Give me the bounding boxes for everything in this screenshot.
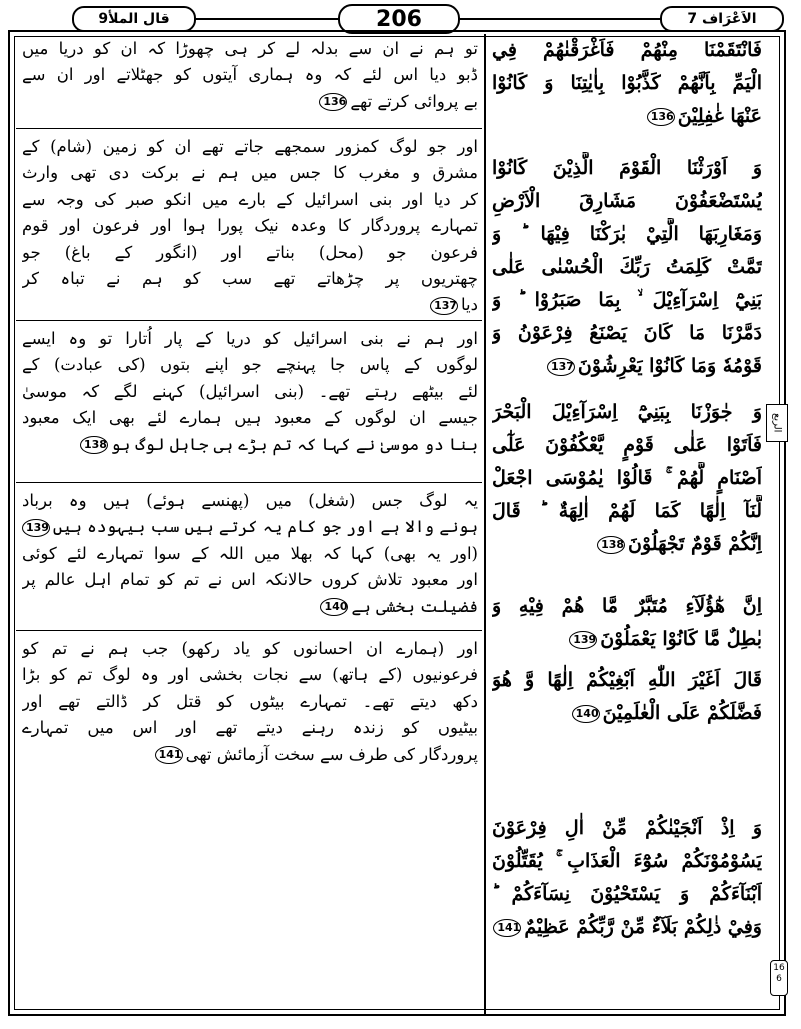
urdu-line: [22, 89, 478, 115]
urdu-line-text: تمہارے پروردگار کا وعدہ نیک پورا ہوا اور فرعون اور قوم: [22, 216, 478, 236]
urdu-line-text: (اور یہ بھی) کہا کہ بھلا میں اللہ کے سوا تمہارے لئے کوئی: [22, 543, 478, 563]
urdu-block-separator: [16, 128, 482, 129]
ayah-number-marker: 138: [597, 536, 625, 554]
arabic-block: [492, 812, 762, 944]
arabic-line: [492, 429, 762, 462]
urdu-line-text: پروردگار کی طرف سے سخت آزمائش تھی: [185, 744, 478, 764]
urdu-line: [22, 514, 478, 540]
arabic-line-text: يَسُوْمُوْنَكُمْ سُوْٓءَ الْعَذَابِ ۚ يُقَتِّلُوْنَ: [492, 850, 762, 872]
ayah-number-marker: 139: [569, 631, 597, 649]
urdu-line-text: چھتریوں پر چڑھاتے تھے سب کو ہم نے تباہ کر: [22, 268, 478, 288]
urdu-line: [22, 240, 478, 266]
arabic-block: [492, 34, 762, 133]
urdu-line-text: تو ہم نے ان سے بدلہ لے کر ہی چھوڑا کہ ان کو دریا میں: [22, 39, 478, 58]
urdu-line-text: فضیلت بخشی ہے: [351, 596, 478, 616]
urdu-line: [22, 379, 478, 405]
urdu-line-text: لئے بیٹھے رہتے تھے۔ (بنی اسرائیل) کہنے لگے کہ موسیٰ: [22, 381, 478, 401]
urdu-line: [22, 594, 478, 620]
urdu-line: [22, 432, 478, 458]
urdu-line: [22, 636, 478, 662]
urdu-line-text: دکھ دیتے تھے۔ تمہارے بیٹوں کو قتل کر ڈالتے تھے اور: [22, 691, 478, 711]
arabic-line-text: اَصْنَامٍ لَّهُمْ ۚ قَالُوْا يٰمُوْسَى اجْعَلْ: [492, 467, 762, 489]
ayah-number-marker: 137: [547, 358, 575, 376]
arabic-line: [492, 528, 762, 561]
urdu-line-text: لوگوں کے پاس جا پہنچے جو اپنے بتوں (کی عبادت) کے: [22, 355, 478, 375]
arabic-block: [492, 664, 762, 730]
rub-marker: الربع: [766, 404, 788, 442]
mushaf-page: [8, 4, 794, 1022]
arabic-line-text: اَبْنَآءَكُمْ وَ يَسْتَحْيُوْنَ نِسَآءَكُمْ ؕ: [492, 883, 762, 905]
arabic-line: [492, 590, 762, 623]
urdu-line: [22, 292, 478, 318]
urdu-line-text: کر دیا اور بنی اسرائیل کے بارے میں انکو صبر کی وجہ سے: [22, 189, 478, 209]
arabic-line: [492, 100, 762, 133]
ayah-number-marker: 140: [320, 598, 348, 616]
urdu-line: [22, 715, 478, 741]
urdu-block: [22, 36, 478, 115]
urdu-line: [22, 488, 478, 514]
arabic-line: [492, 251, 762, 284]
urdu-block: [22, 488, 478, 620]
urdu-line-text: دیا: [461, 295, 478, 315]
page-number: 206: [338, 4, 460, 34]
arabic-line-text: عَنْهَا غٰفِلِيْنَ: [677, 105, 762, 127]
urdu-line: [22, 352, 478, 378]
urdu-line-text: اور (ہمارے ان احسانوں کو یاد رکھو) جب ہم نے تم کو: [22, 639, 478, 658]
arabic-line: [492, 218, 762, 251]
urdu-line: [22, 689, 478, 715]
arabic-line-text: الْيَمِّ بِاَنَّهُمْ كَذَّبُوْا بِاٰيٰتِنَا وَ كَانُوْا: [492, 72, 762, 94]
urdu-line-text: یہ لوگ جس (شغل) میں (پھنسے ہوئے) ہیں وہ برباد: [22, 491, 478, 510]
urdu-line-text: ڈبو دیا اس لئے کہ وہ ہماری آیتوں کو جھٹلاتے اور ان سے: [22, 65, 478, 85]
urdu-line-text: بیٹیوں کو زندہ رہنے دیتے تھے اور اس میں تمہارے: [22, 718, 478, 738]
ayah-number-marker: 136: [319, 93, 347, 111]
arabic-line: [492, 878, 762, 911]
urdu-block-separator: [16, 320, 482, 321]
ruku-badge-top: 16: [773, 963, 785, 973]
header-rule-left: [194, 18, 338, 20]
urdu-line-text: جیسے ان لوگوں کے معبود ہیں ہمارے لئے بھی ایک معبود: [22, 408, 478, 428]
arabic-line: [492, 812, 762, 845]
urdu-line: [22, 266, 478, 292]
arabic-line: [492, 317, 762, 350]
arabic-line: [492, 350, 762, 383]
urdu-line: [22, 36, 478, 62]
arabic-line-text: تَمَّتْ كَلِمَتُ رَبِّكَ الْحُسْنٰى عَلٰى: [492, 256, 762, 278]
arabic-line: [492, 462, 762, 495]
arabic-line-text: وَمَغَارِبَهَا الَّتِيْ بٰرَكْنَا فِيْهَا ؕ وَ: [492, 223, 762, 245]
ayah-number-marker: 140: [572, 705, 600, 723]
arabic-line: [492, 185, 762, 218]
ayah-number-marker: 138: [80, 436, 108, 454]
arabic-line: [492, 67, 762, 100]
arabic-block: [492, 590, 762, 656]
urdu-block: [22, 134, 478, 319]
arabic-line-text: بَنِيْٓ اِسْرَآءِيْلَ ۙ بِمَا صَبَرُوْا ؕ وَ: [492, 289, 762, 311]
arabic-line-text: لَّنَآ اِلٰهًا كَمَا لَهُمْ اٰلِهَةٌ ؕ قَالَ: [492, 500, 762, 522]
urdu-block-separator: [16, 482, 482, 483]
arabic-line-text: قَالَ اَغَيْرَ اللّٰهِ اَبْغِيْكُمْ اِلٰهًا وَّ هُوَ: [492, 669, 762, 691]
urdu-line-text: اور ہم نے بنی اسرائیل کو دریا کے پار اُتارا تو وہ ایسے: [22, 329, 478, 348]
arabic-line: [492, 284, 762, 317]
urdu-line-text: ہونے والا ہے اور جو کام یہ کرتے ہیں سب بیہودہ ہیں: [52, 517, 478, 537]
urdu-line: [22, 62, 478, 88]
ruku-badge: [770, 960, 788, 996]
arabic-line-text: دَمَّرْنَا مَا كَانَ يَصْنَعُ فِرْعَوْنُ وَ: [492, 322, 762, 344]
urdu-line: [22, 405, 478, 431]
urdu-block: [22, 326, 478, 458]
urdu-line-text: فرعون جو (محل) بناتے اور (انگور کے باغ) جو: [22, 242, 478, 262]
urdu-line: [22, 213, 478, 239]
header-rule-right: [456, 18, 666, 20]
arabic-line-text: اِنَّ هٰٓؤُلَآءِ مُتَبَّرٌ مَّا هُمْ فِيْهِ وَ: [492, 595, 762, 617]
urdu-line-text: فرعونیوں (کے ہاتھ) سے نجات بخشی اور وہ لوگ تم کو بڑا: [22, 665, 478, 685]
urdu-line: [22, 662, 478, 688]
urdu-line: [22, 134, 478, 160]
urdu-line-text: بے پروائی کرتے تھے: [350, 91, 478, 111]
urdu-line: [22, 326, 478, 352]
juz-label: قال الملأ9: [72, 6, 196, 32]
urdu-line: [22, 742, 478, 768]
arabic-line-text: فَضَّلَكُمْ عَلَى الْعٰلَمِيْنَ: [602, 702, 762, 724]
arabic-block: [492, 396, 762, 561]
arabic-line-text: وَ جٰوَزْنَا بِبَنِيْٓ اِسْرَآءِيْلَ الْبَحْرَ: [492, 401, 762, 423]
arabic-line-text: بٰطِلٌ مَّا كَانُوْا يَعْمَلُوْنَ: [600, 628, 762, 650]
arabic-line-text: وَ اِذْ اَنْجَيْنٰكُمْ مِّنْ اٰلِ فِرْعَوْنَ: [492, 817, 762, 839]
arabic-line-text: قَوْمُهٗ وَمَا كَانُوْا يَعْرِشُوْنَ: [577, 355, 762, 377]
arabic-line: [492, 845, 762, 878]
ruku-badge-bottom: 6: [776, 974, 782, 984]
arabic-line: [492, 152, 762, 185]
urdu-line-text: اور معبود تلاش کروں حالانکہ اس نے تم کو تمام اہل عالم پر: [22, 570, 478, 590]
ayah-number-marker: 136: [647, 108, 675, 126]
arabic-line-text: فَاَتَوْا عَلٰى قَوْمٍ يَّعْكُفُوْنَ عَلٰٓى: [492, 434, 762, 456]
arabic-line: [492, 396, 762, 429]
arabic-line: [492, 495, 762, 528]
arabic-line: [492, 623, 762, 656]
urdu-line: [22, 187, 478, 213]
arabic-line-text: يُسْتَضْعَفُوْنَ مَشَارِقَ الْاَرْضِ: [492, 190, 762, 212]
arabic-line: [492, 34, 762, 67]
ayah-number-marker: 141: [493, 919, 521, 937]
arabic-line: [492, 911, 762, 944]
arabic-block: [492, 152, 762, 383]
urdu-line: [22, 567, 478, 593]
urdu-line: [22, 160, 478, 186]
arabic-line: [492, 664, 762, 697]
urdu-line-text: اور جو لوگ کمزور سمجھے جاتے تھے ان کو زمین (شام) کے: [22, 137, 478, 156]
ayah-number-marker: 137: [430, 297, 458, 315]
ayah-number-marker: 141: [155, 746, 183, 764]
urdu-line-text: مشرق و مغرب کا جس میں ہم نے برکت دی تھی وارث: [22, 163, 478, 183]
urdu-block: [22, 636, 478, 768]
surah-label: الاَعْرَاف 7: [660, 6, 784, 32]
arabic-line-text: وَفِيْ ذٰلِكُمْ بَلَآءٌ مِّنْ رَّبِّكُمْ عَظِيْمٌ: [524, 916, 762, 938]
urdu-line: [22, 541, 478, 567]
urdu-block-separator: [16, 630, 482, 631]
arabic-line-text: اِنَّكُمْ قَوْمٌ تَجْهَلُوْنَ: [628, 533, 762, 555]
arabic-line-text: فَانْتَقَمْنَا مِنْهُمْ فَاَغْرَقْنٰهُمْ فِي: [492, 39, 762, 61]
ayah-number-marker: 139: [22, 519, 50, 537]
column-divider: [484, 34, 486, 1016]
arabic-line: [492, 697, 762, 730]
urdu-line-text: بنا دو موسیٰ نے کہا کہ تم بڑے ہی جاہل لوگ ہو: [110, 434, 478, 454]
arabic-line-text: وَ اَوْرَثْنَا الْقَوْمَ الَّذِيْنَ كَانُوْا: [492, 157, 762, 179]
